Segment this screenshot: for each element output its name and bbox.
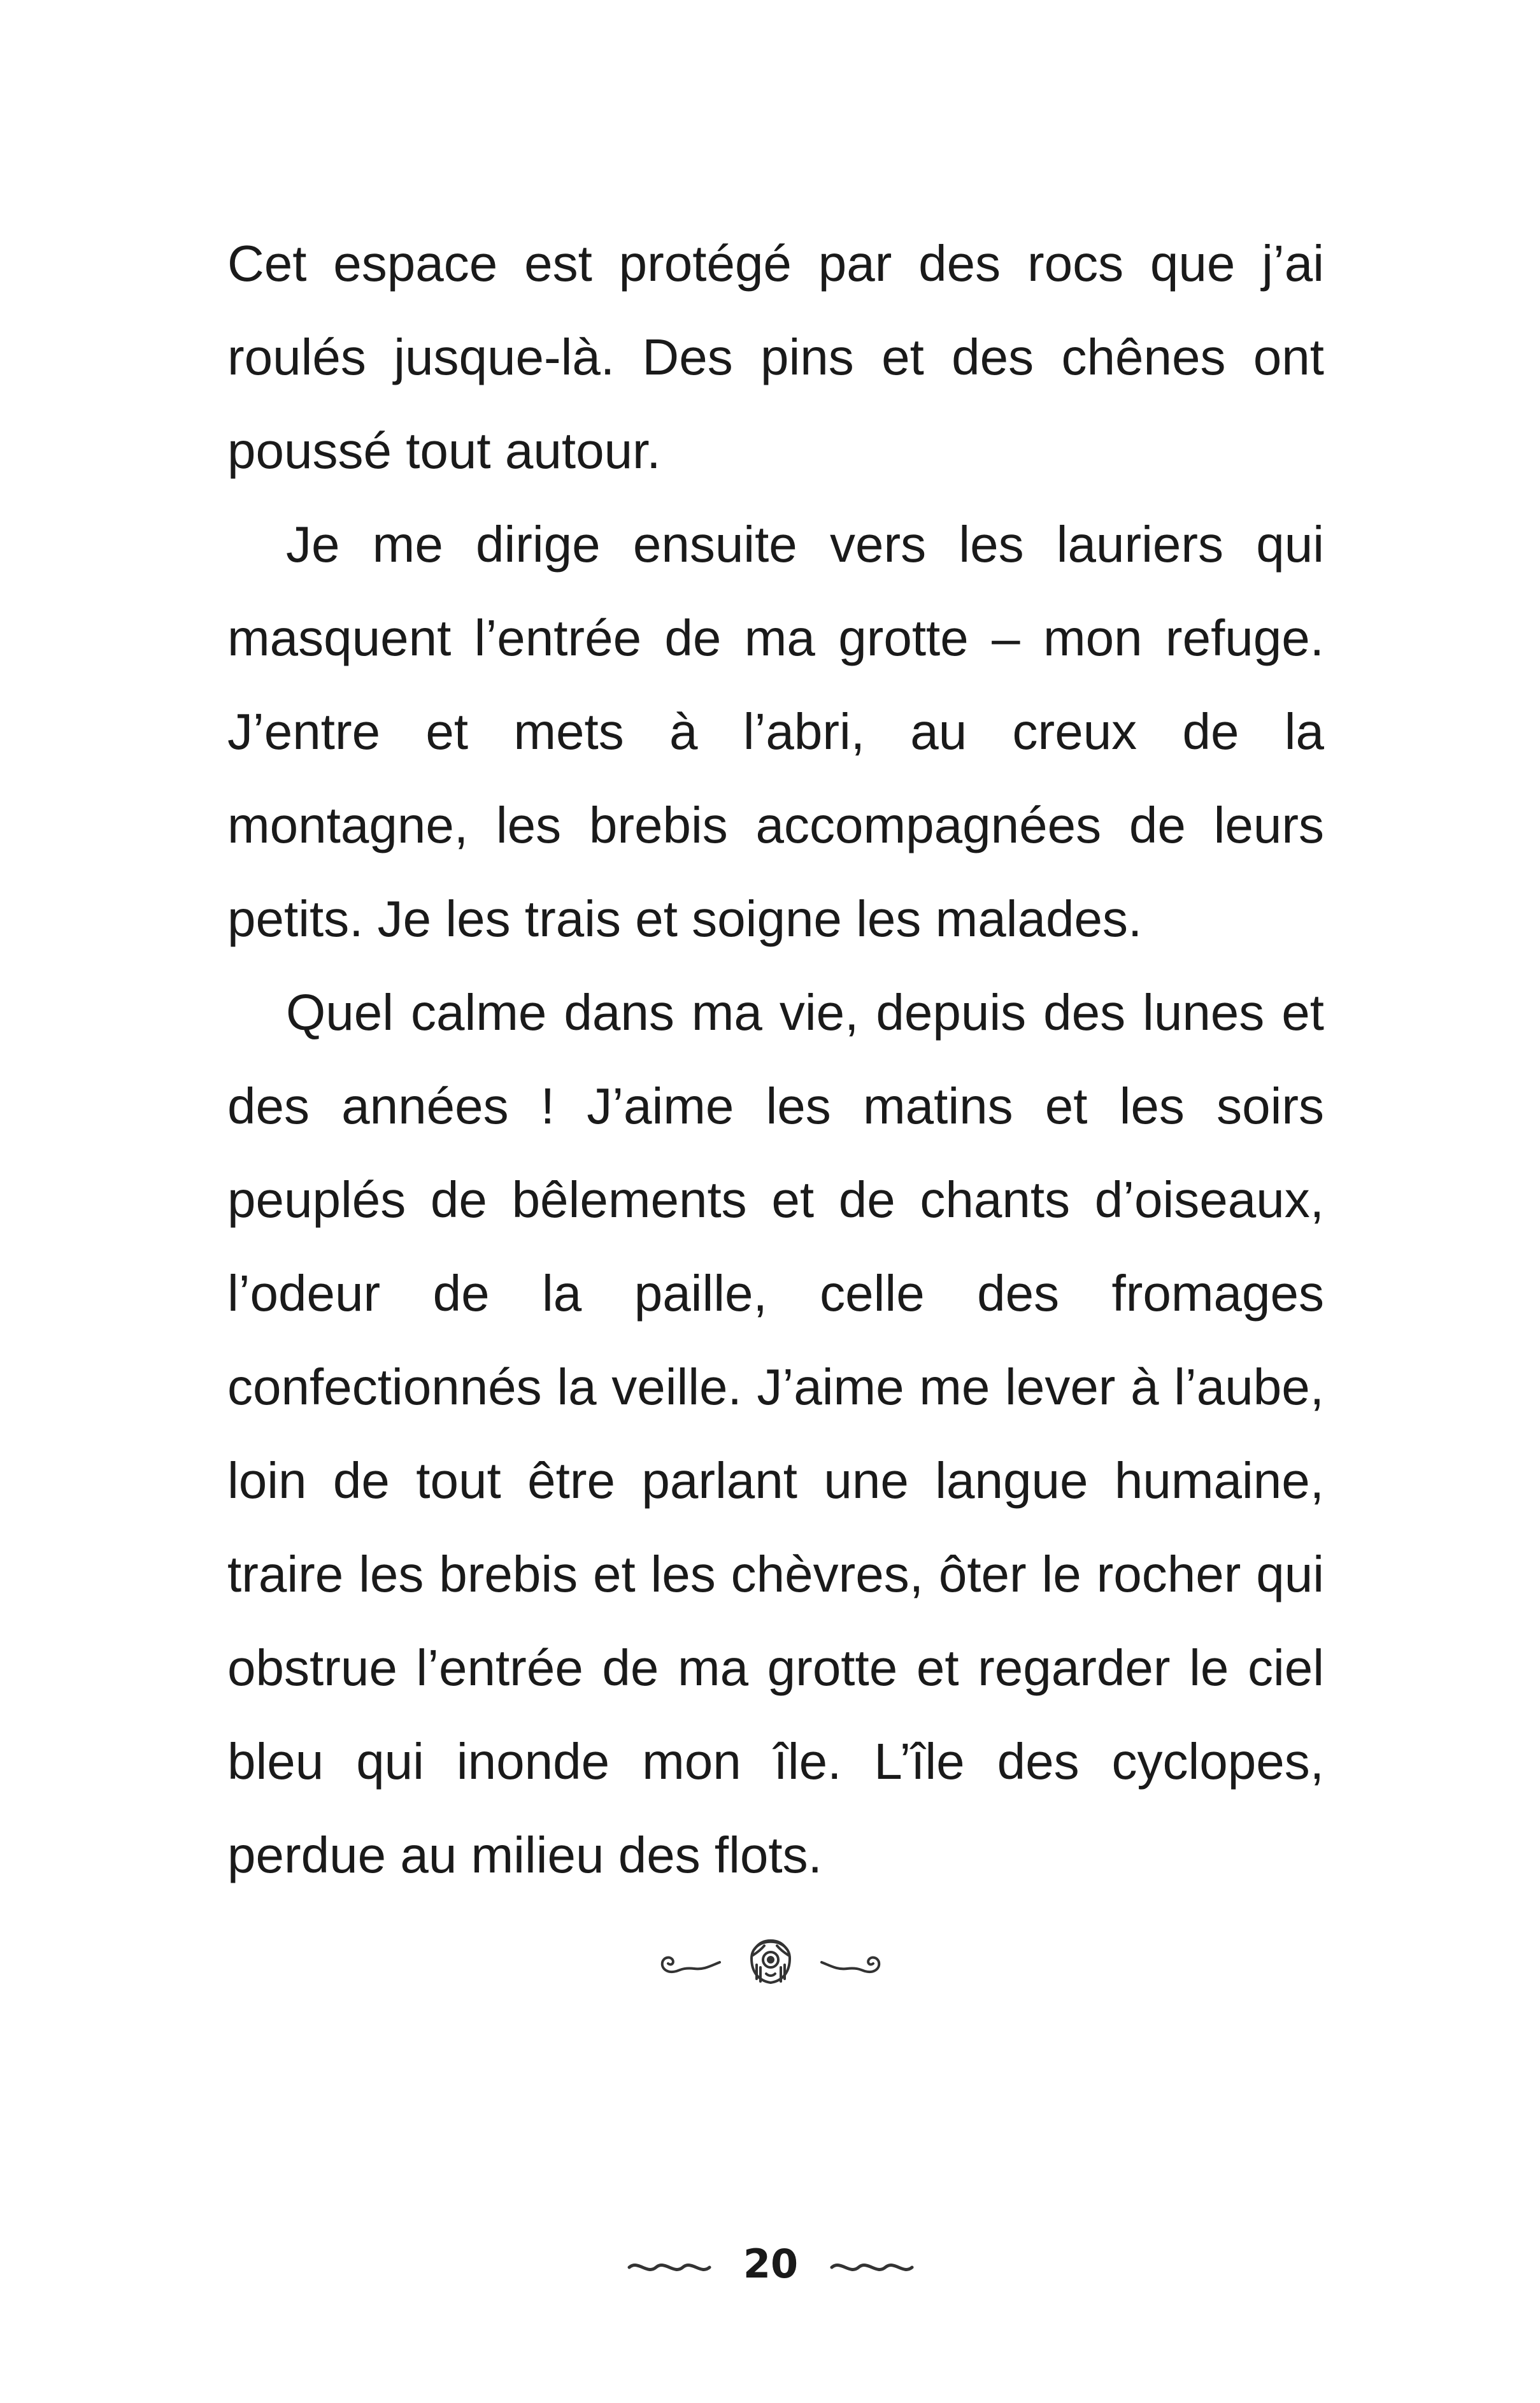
left-swirl-icon xyxy=(662,1958,720,1972)
left-wave-icon xyxy=(624,2248,720,2286)
paragraph-1: Cet espace est protégé par des rocs que j’ai roulés jusque-là. Des pins et des chênes ont poussé tout autour. xyxy=(227,235,1324,479)
body-text xyxy=(227,217,1324,1902)
page-number: 20 xyxy=(743,2241,799,2287)
section-ornament xyxy=(650,1920,892,1997)
right-swirl-icon xyxy=(822,1958,879,1972)
paragraph-3: Quel calme dans ma vie, depuis des lunes et des années ! J’aime les matins et les soirs peuplés de bêlements et de chants d’oiseaux, l’odeur de la paille, celle des fromages confectionnés la veille. J’aime me lever à l’aube, loin de tout être parlant une langue humaine, traire les brebis et les chèvres, ôter le rocher qui obstrue l’entrée de ma grotte et regarder le ciel bleu qui inonde mon île. L’île des cyclopes, perdue au milieu des flots. xyxy=(227,984,1324,1883)
cyclops-head-icon xyxy=(752,1941,790,1983)
right-wave-icon xyxy=(822,2248,917,2286)
paragraph-2: Je me dirige ensuite vers les lauriers qui masquent l’entrée de ma grotte – mon refuge. J’entre et mets à l’abri, au creux de la montagne, les brebis accompagnées de leurs petits. Je les trais et soigne les malades. xyxy=(227,516,1324,947)
page-footer xyxy=(624,2235,917,2293)
